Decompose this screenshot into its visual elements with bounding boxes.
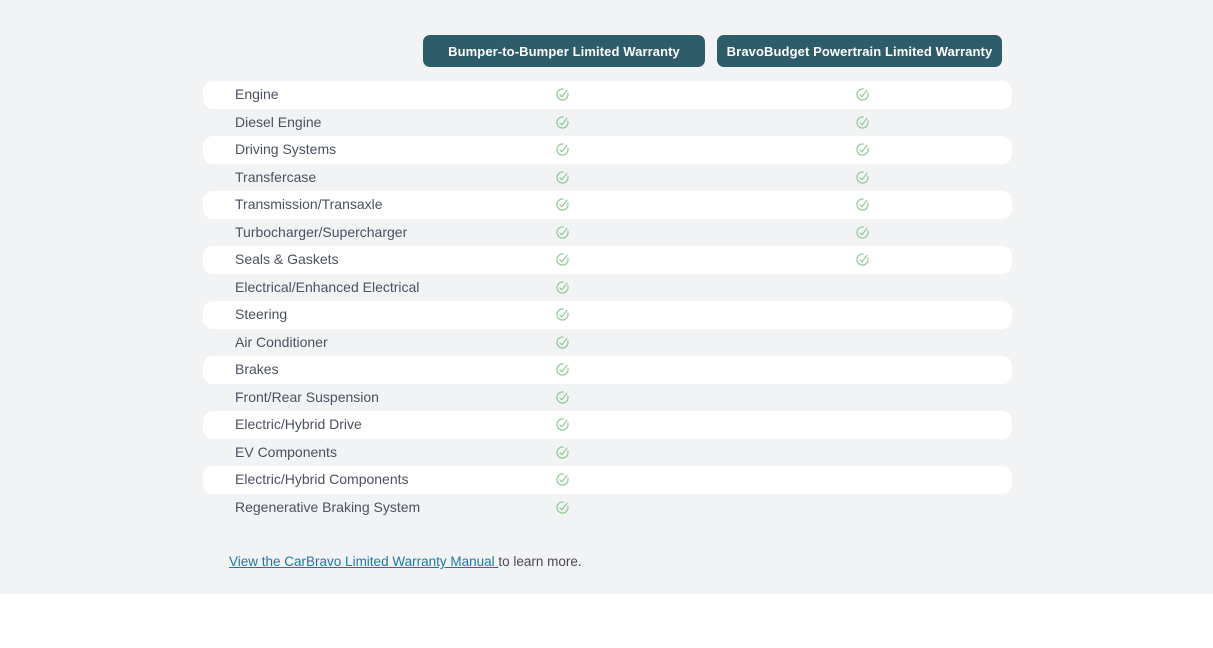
check-circle-icon (555, 170, 570, 185)
powertrain-cell (852, 494, 872, 522)
check-circle-icon (555, 500, 570, 515)
footer-note-text: to learn more. (498, 554, 582, 569)
check-circle-icon (555, 252, 570, 267)
row-label: Front/Rear Suspension (235, 388, 379, 405)
powertrain-cell (852, 411, 872, 439)
check-circle-icon (555, 307, 570, 322)
check-circle-icon (855, 87, 870, 102)
bumper-to-bumper-cell (552, 191, 572, 219)
powertrain-cell (852, 136, 872, 164)
table-row (203, 219, 1012, 247)
row-label: Diesel Engine (235, 113, 322, 130)
bumper-to-bumper-cell (552, 164, 572, 192)
table-row (203, 109, 1012, 137)
table-row (203, 329, 1012, 357)
table-row (203, 384, 1012, 412)
table-row (203, 494, 1012, 522)
bumper-to-bumper-cell (552, 329, 572, 357)
table-row (203, 81, 1012, 109)
column-header-bumper-to-bumper: Bumper-to-Bumper Limited Warranty (423, 35, 705, 67)
check-circle-icon (555, 472, 570, 487)
check-circle-icon (555, 225, 570, 240)
row-label: Electric/Hybrid Drive (235, 416, 362, 432)
table-row (203, 439, 1012, 467)
row-label: Electrical/Enhanced Electrical (235, 278, 420, 295)
bumper-to-bumper-cell (552, 109, 572, 137)
bumper-to-bumper-cell (552, 466, 572, 494)
check-circle-icon (555, 197, 570, 212)
warranty-comparison-table (203, 81, 1012, 521)
check-circle-icon (555, 142, 570, 157)
check-circle-icon (555, 87, 570, 102)
check-circle-icon (555, 335, 570, 350)
powertrain-cell (852, 466, 872, 494)
row-label: Transfercase (235, 168, 317, 185)
powertrain-cell (852, 164, 872, 192)
check-circle-icon (555, 417, 570, 432)
powertrain-cell (852, 384, 872, 412)
table-row (203, 356, 1012, 384)
check-circle-icon (855, 252, 870, 267)
row-label: EV Components (235, 443, 337, 460)
column-header-powertrain: BravoBudget Powertrain Limited Warranty (717, 35, 1002, 67)
powertrain-cell (852, 439, 872, 467)
powertrain-cell (852, 219, 872, 247)
table-row (203, 466, 1012, 494)
bumper-to-bumper-cell (552, 274, 572, 302)
row-label: Seals & Gaskets (235, 251, 339, 267)
row-label: Driving Systems (235, 141, 337, 157)
bumper-to-bumper-cell (552, 439, 572, 467)
bumper-to-bumper-cell (552, 246, 572, 274)
powertrain-cell (852, 356, 872, 384)
check-circle-icon (555, 390, 570, 405)
table-row (203, 191, 1012, 219)
check-circle-icon (855, 115, 870, 130)
warranty-manual-link[interactable]: View the CarBravo Limited Warranty Manual (229, 554, 499, 569)
row-label: Transmission/Transaxle (235, 196, 383, 212)
row-label: Brakes (235, 361, 279, 377)
check-circle-icon (855, 170, 870, 185)
table-row (203, 164, 1012, 192)
row-label: Electric/Hybrid Components (235, 471, 409, 487)
check-circle-icon (555, 115, 570, 130)
powertrain-cell (852, 81, 872, 109)
row-label: Air Conditioner (235, 333, 328, 350)
check-circle-icon (555, 362, 570, 377)
check-circle-icon (855, 142, 870, 157)
bumper-to-bumper-cell (552, 356, 572, 384)
bumper-to-bumper-cell (552, 219, 572, 247)
powertrain-cell (852, 246, 872, 274)
bumper-to-bumper-cell (552, 494, 572, 522)
powertrain-cell (852, 191, 872, 219)
row-label: Engine (235, 86, 279, 102)
check-circle-icon (555, 445, 570, 460)
powertrain-cell (852, 109, 872, 137)
table-row (203, 274, 1012, 302)
footer-note (229, 554, 582, 569)
powertrain-cell (852, 274, 872, 302)
bumper-to-bumper-cell (552, 81, 572, 109)
table-row (203, 301, 1012, 329)
row-label: Steering (235, 306, 288, 322)
bumper-to-bumper-cell (552, 411, 572, 439)
bumper-to-bumper-cell (552, 384, 572, 412)
table-row (203, 411, 1012, 439)
table-row (203, 246, 1012, 274)
bumper-to-bumper-cell (552, 301, 572, 329)
table-row (203, 136, 1012, 164)
row-label: Regenerative Braking System (235, 498, 421, 515)
powertrain-cell (852, 329, 872, 357)
bumper-to-bumper-cell (552, 136, 572, 164)
check-circle-icon (855, 225, 870, 240)
powertrain-cell (852, 301, 872, 329)
check-circle-icon (555, 280, 570, 295)
row-label: Turbocharger/Supercharger (235, 223, 408, 240)
check-circle-icon (855, 197, 870, 212)
